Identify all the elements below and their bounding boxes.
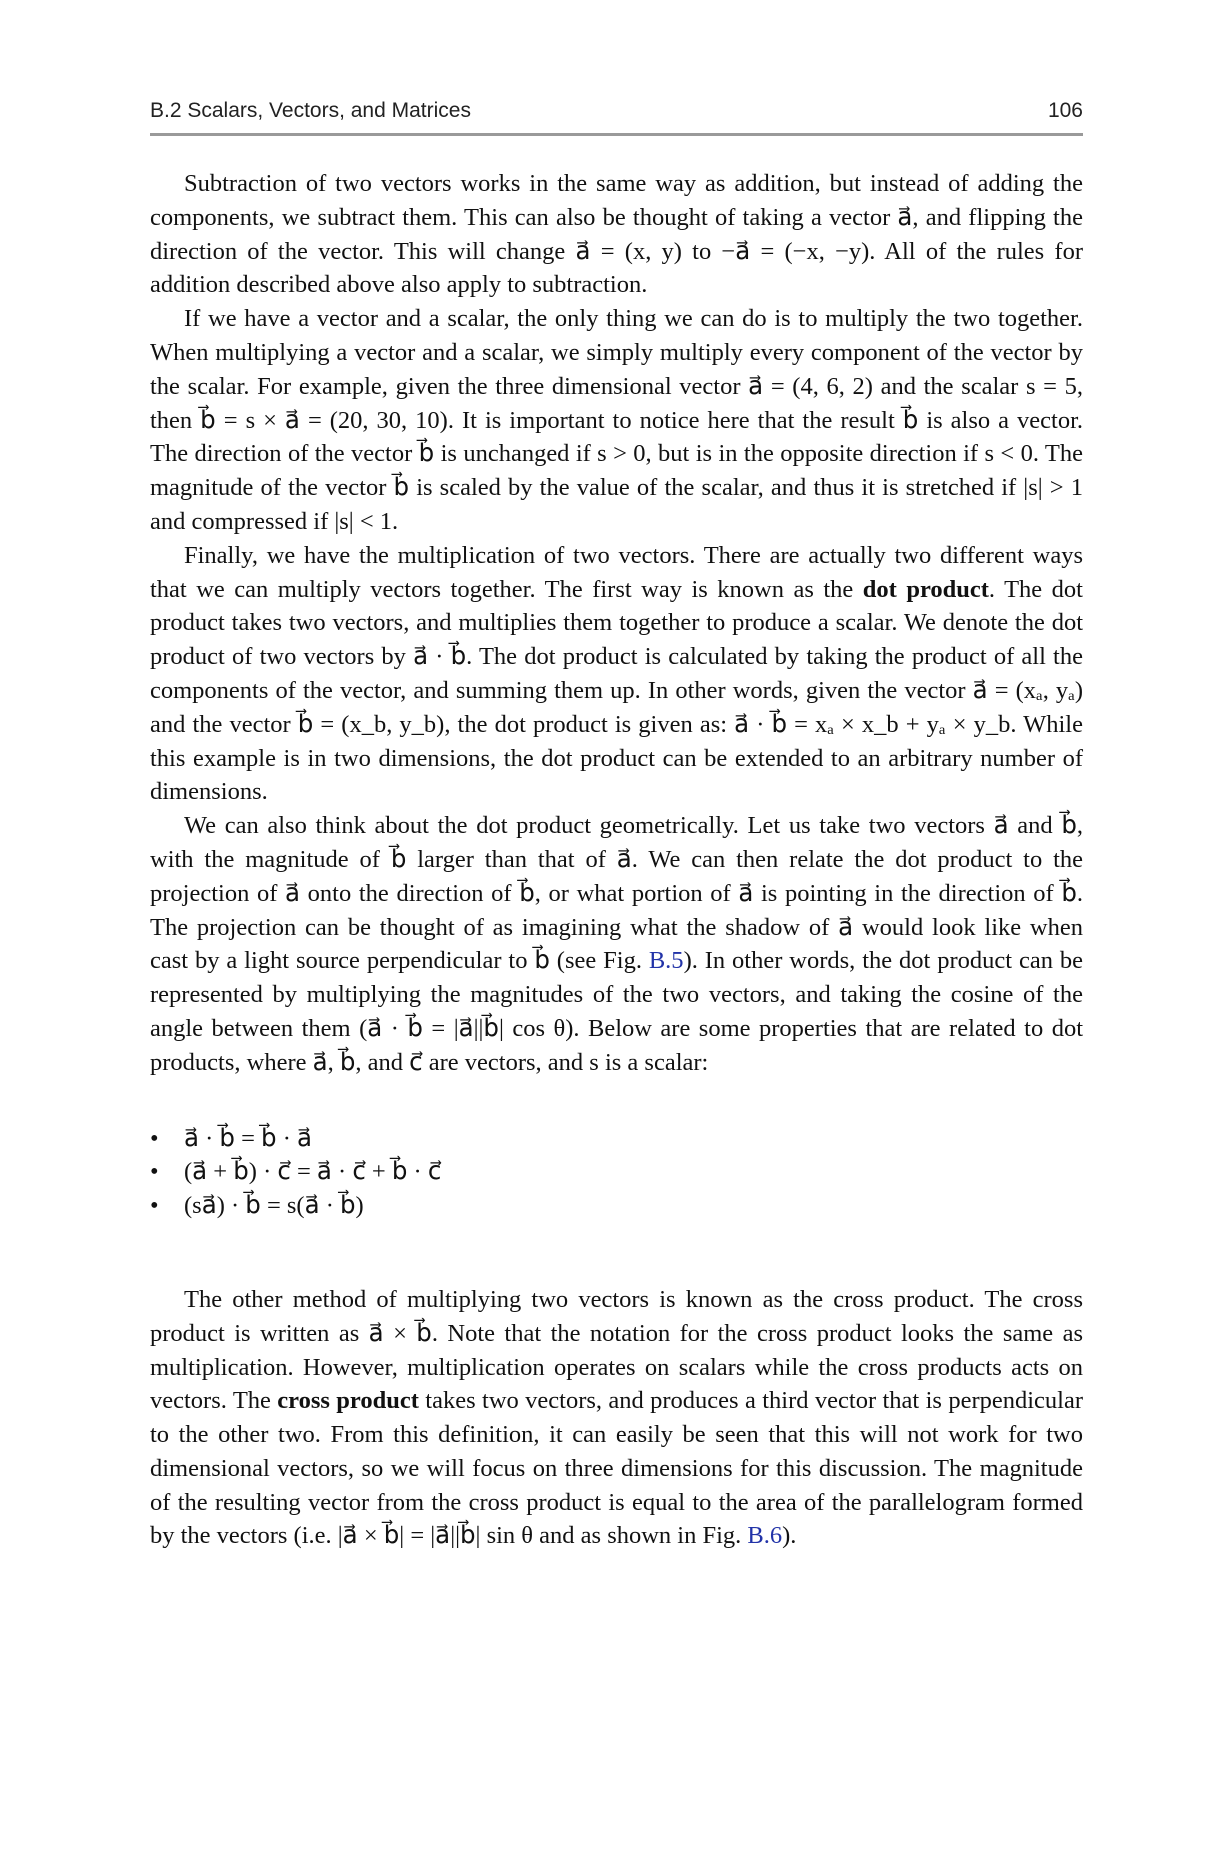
figure-link-b6[interactable]: B.6 — [747, 1522, 783, 1550]
formula: (a⃗ + b⃗) · c⃗ = a⃗ · c⃗ + b⃗ · c⃗ — [184, 1158, 442, 1186]
text-run: We can also think about the dot product geometrically. Let us take two vectors a⃗ and b⃗, with the magnitude of b⃗ larger than that of a⃗. We can then relate the dot product to the projection of a⃗ onto the direction of b⃗, or what portion of a⃗ is pointing in the direction of b⃗. The projection can be thought of as imagining what the shadow of a⃗ would look like when cast by a light source perpendicular to b⃗ (see Fig. — [150, 812, 1083, 975]
text-run: ). — [782, 1522, 797, 1550]
paragraph-cross-product — [150, 1283, 1083, 1553]
text-run: Subtraction of two vectors works in the same way as addition, but instead of adding the components, we subtract them. This can also be thought of taking a vector a⃗, and flipping the direction of the vector. This will change a⃗ = (x, y) to −a⃗ = (−x, −y). All of the rules for addition described above also apply to subtraction. — [150, 170, 1083, 299]
term-cross-product: cross product — [277, 1387, 419, 1415]
text-run: Finally, we have the multiplication of two vectors. There are actually two different ways that we can multiply vectors together. The first way is known as the — [150, 541, 1083, 603]
bullet-icon: • — [150, 1192, 159, 1220]
list-item — [150, 1189, 1083, 1223]
text-run: takes two vectors, and produces a third vector that is perpendicular to the other two. From this definition, it can easily be seen that this will not work for two dimensional vectors, so we will focus on three dimensions for this discussion. The magnitude of the resulting vector from the cross product is equal to the area of the parallelogram formed by the vectors (i.e. |a⃗ × b⃗| = |a⃗||b⃗| sin θ and as shown in Fig. — [150, 1387, 1084, 1550]
term-dot-product: dot product — [862, 575, 989, 603]
paragraph-dot-product — [150, 539, 1083, 809]
list-item — [150, 1155, 1083, 1189]
dot-product-properties — [150, 1122, 1083, 1223]
formula: (sa⃗) · b⃗ = s(a⃗ · b⃗) — [184, 1192, 364, 1220]
bullet-icon: • — [150, 1124, 159, 1152]
running-header — [150, 97, 1083, 136]
formula: a⃗ · b⃗ = b⃗ · a⃗ — [184, 1124, 313, 1152]
section-title: B.2 Scalars, Vectors, and Matrices — [150, 99, 471, 122]
text-run: . The dot product takes two vectors, and multiplies them together to produce a scalar. We denote the dot product of two vectors by a⃗ · b⃗. The dot product is calculated by taking the product of all the components of the vector, and summing them up. In other words, given the vector a⃗ = (xₐ, yₐ) and the vector b⃗ = (x_b, y_b), the dot product is given as: a⃗ · b⃗ = xₐ × x_b + yₐ × y_b. While this example is in two dimensions, the dot product can be extended to an arbitrary number of dimensions. — [150, 575, 1083, 806]
page-number: 106 — [1047, 99, 1083, 122]
body-text — [150, 167, 1083, 1553]
paragraph-subtraction — [150, 167, 1083, 302]
text-run: If we have a vector and a scalar, the only thing we can do is to multiply the two together. When multiplying a vector and a scalar, we simply multiply every component of the vector by the scalar. For example, given the three dimensional vector a⃗ = (4, 6, 2) and the scalar s = 5, then b⃗ = s × a⃗ = (20, 30, 10). It is important to notice here that the result b⃗ is also a vector. The direction of the vector b⃗ is unchanged if s > 0, but is in the opposite direction if s < 0. The magnitude of the vector b⃗ is scaled by the value of the scalar, and thus it is stretched if |s| > 1 and compressed if |s| < 1. — [150, 305, 1083, 535]
list-item — [150, 1122, 1083, 1156]
text-run: ). In other words, the dot product can be represented by multiplying the magnitudes of the two vectors, and taking the cosine of the angle between them (a⃗ · b⃗ = |a⃗||b⃗| cos θ). Below are some properties that are related to dot products, where a⃗, b⃗, and c⃗ are vectors, and s is a scalar: — [150, 947, 1083, 1076]
bullet-icon: • — [150, 1158, 159, 1186]
text-run: The other method of multiplying two vectors is known as the cross product. The cross product is written as a⃗ × b⃗. Note that the notation for the cross product looks the same as multiplication. However, multiplication operates on scalars while the cross products acts on vectors. The — [150, 1285, 1083, 1415]
figure-link-b5[interactable]: B.5 — [648, 947, 684, 975]
paragraph-scalar-multiplication — [150, 302, 1083, 539]
paragraph-dot-product-geometry — [150, 809, 1083, 1079]
